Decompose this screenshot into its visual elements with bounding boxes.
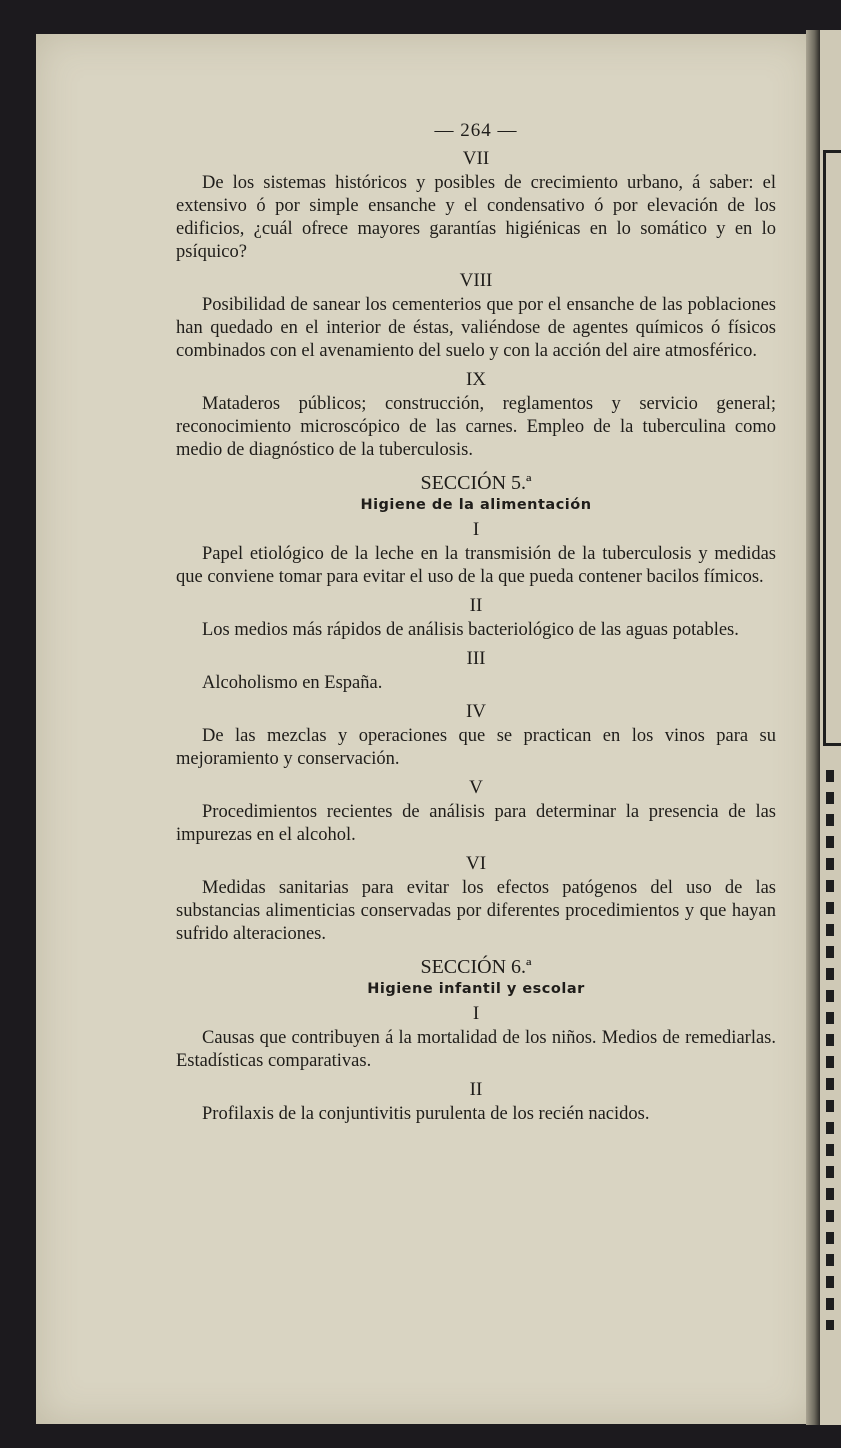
item-text: Medidas sanitarias para evitar los efectos patógenos del uso de las substancias alimenticias conservadas por diferentes procedimientos y que hayan sufrido alteraciones.: [176, 878, 776, 944]
item-numeral: IX: [465, 369, 487, 390]
section-title: SECCIÓN 6.ª: [420, 956, 532, 978]
page-number: — 264 —: [434, 120, 518, 141]
item-text: De los sistemas históricos y posibles de crecimiento urbano, á saber: el extensivo ó por simple ensanche y el condensativo ó por elevación de los edificios, ¿cuál ofrece mayores garantías higiénicas en lo somático y en lo psíquico?: [176, 173, 776, 262]
item-numeral: VII: [462, 148, 490, 169]
ornament-dots: [826, 770, 834, 1330]
book-spine: [806, 30, 820, 1425]
item-numeral: I: [472, 1003, 480, 1024]
item-text: Los medios más rápidos de análisis bacteriológico de las aguas potables.: [202, 620, 739, 640]
item-text: De las mezclas y operaciones que se practican en los vinos para su mejoramiento y conservación.: [176, 726, 776, 769]
item-text: Mataderos públicos; construcción, reglamentos y servicio general; reconocimiento microscópico de las carnes. Empleo de la tuberculina como medio de diagnóstico de la tuberculosis.: [176, 394, 776, 460]
section-subtitle: Higiene infantil y escolar: [367, 981, 585, 997]
item-numeral: VIII: [459, 270, 493, 291]
page-content: [176, 120, 776, 1126]
section-title: SECCIÓN 5.ª: [420, 472, 532, 494]
item-numeral: II: [469, 1079, 483, 1100]
item-numeral: II: [469, 595, 483, 616]
item-text: Profilaxis de la conjuntivitis purulenta de los recién nacidos.: [202, 1104, 650, 1124]
item-numeral: VI: [465, 853, 487, 874]
item-numeral: III: [466, 648, 486, 669]
item-numeral: IV: [465, 701, 487, 722]
item-text: Papel etiológico de la leche en la transmisión de la tuberculosis y medidas que conviene tomar para evitar el uso de la que pueda contener bacilos fímicos.: [176, 544, 776, 587]
item-text: Alcoholismo en España.: [202, 673, 383, 693]
item-numeral: V: [469, 777, 483, 798]
item-text: Posibilidad de sanear los cementerios que por el ensanche de las poblaciones han quedado en el interior de éstas, valiéndose de agentes químicos ó físicos combinados con el avenamiento del suelo y con la acción del aire atmosférico.: [176, 295, 776, 361]
item-text: Procedimientos recientes de análisis para determinar la presencia de las impurezas en el alcohol.: [176, 802, 776, 845]
section-subtitle: Higiene de la alimentación: [360, 497, 592, 513]
item-text: Causas que contribuyen á la mortalidad de los niños. Medios de remediarlas. Estadísticas comparativas.: [176, 1028, 776, 1071]
ornament-border: [823, 150, 841, 746]
item-numeral: I: [472, 519, 480, 540]
adjacent-page-edge: [820, 30, 841, 1425]
